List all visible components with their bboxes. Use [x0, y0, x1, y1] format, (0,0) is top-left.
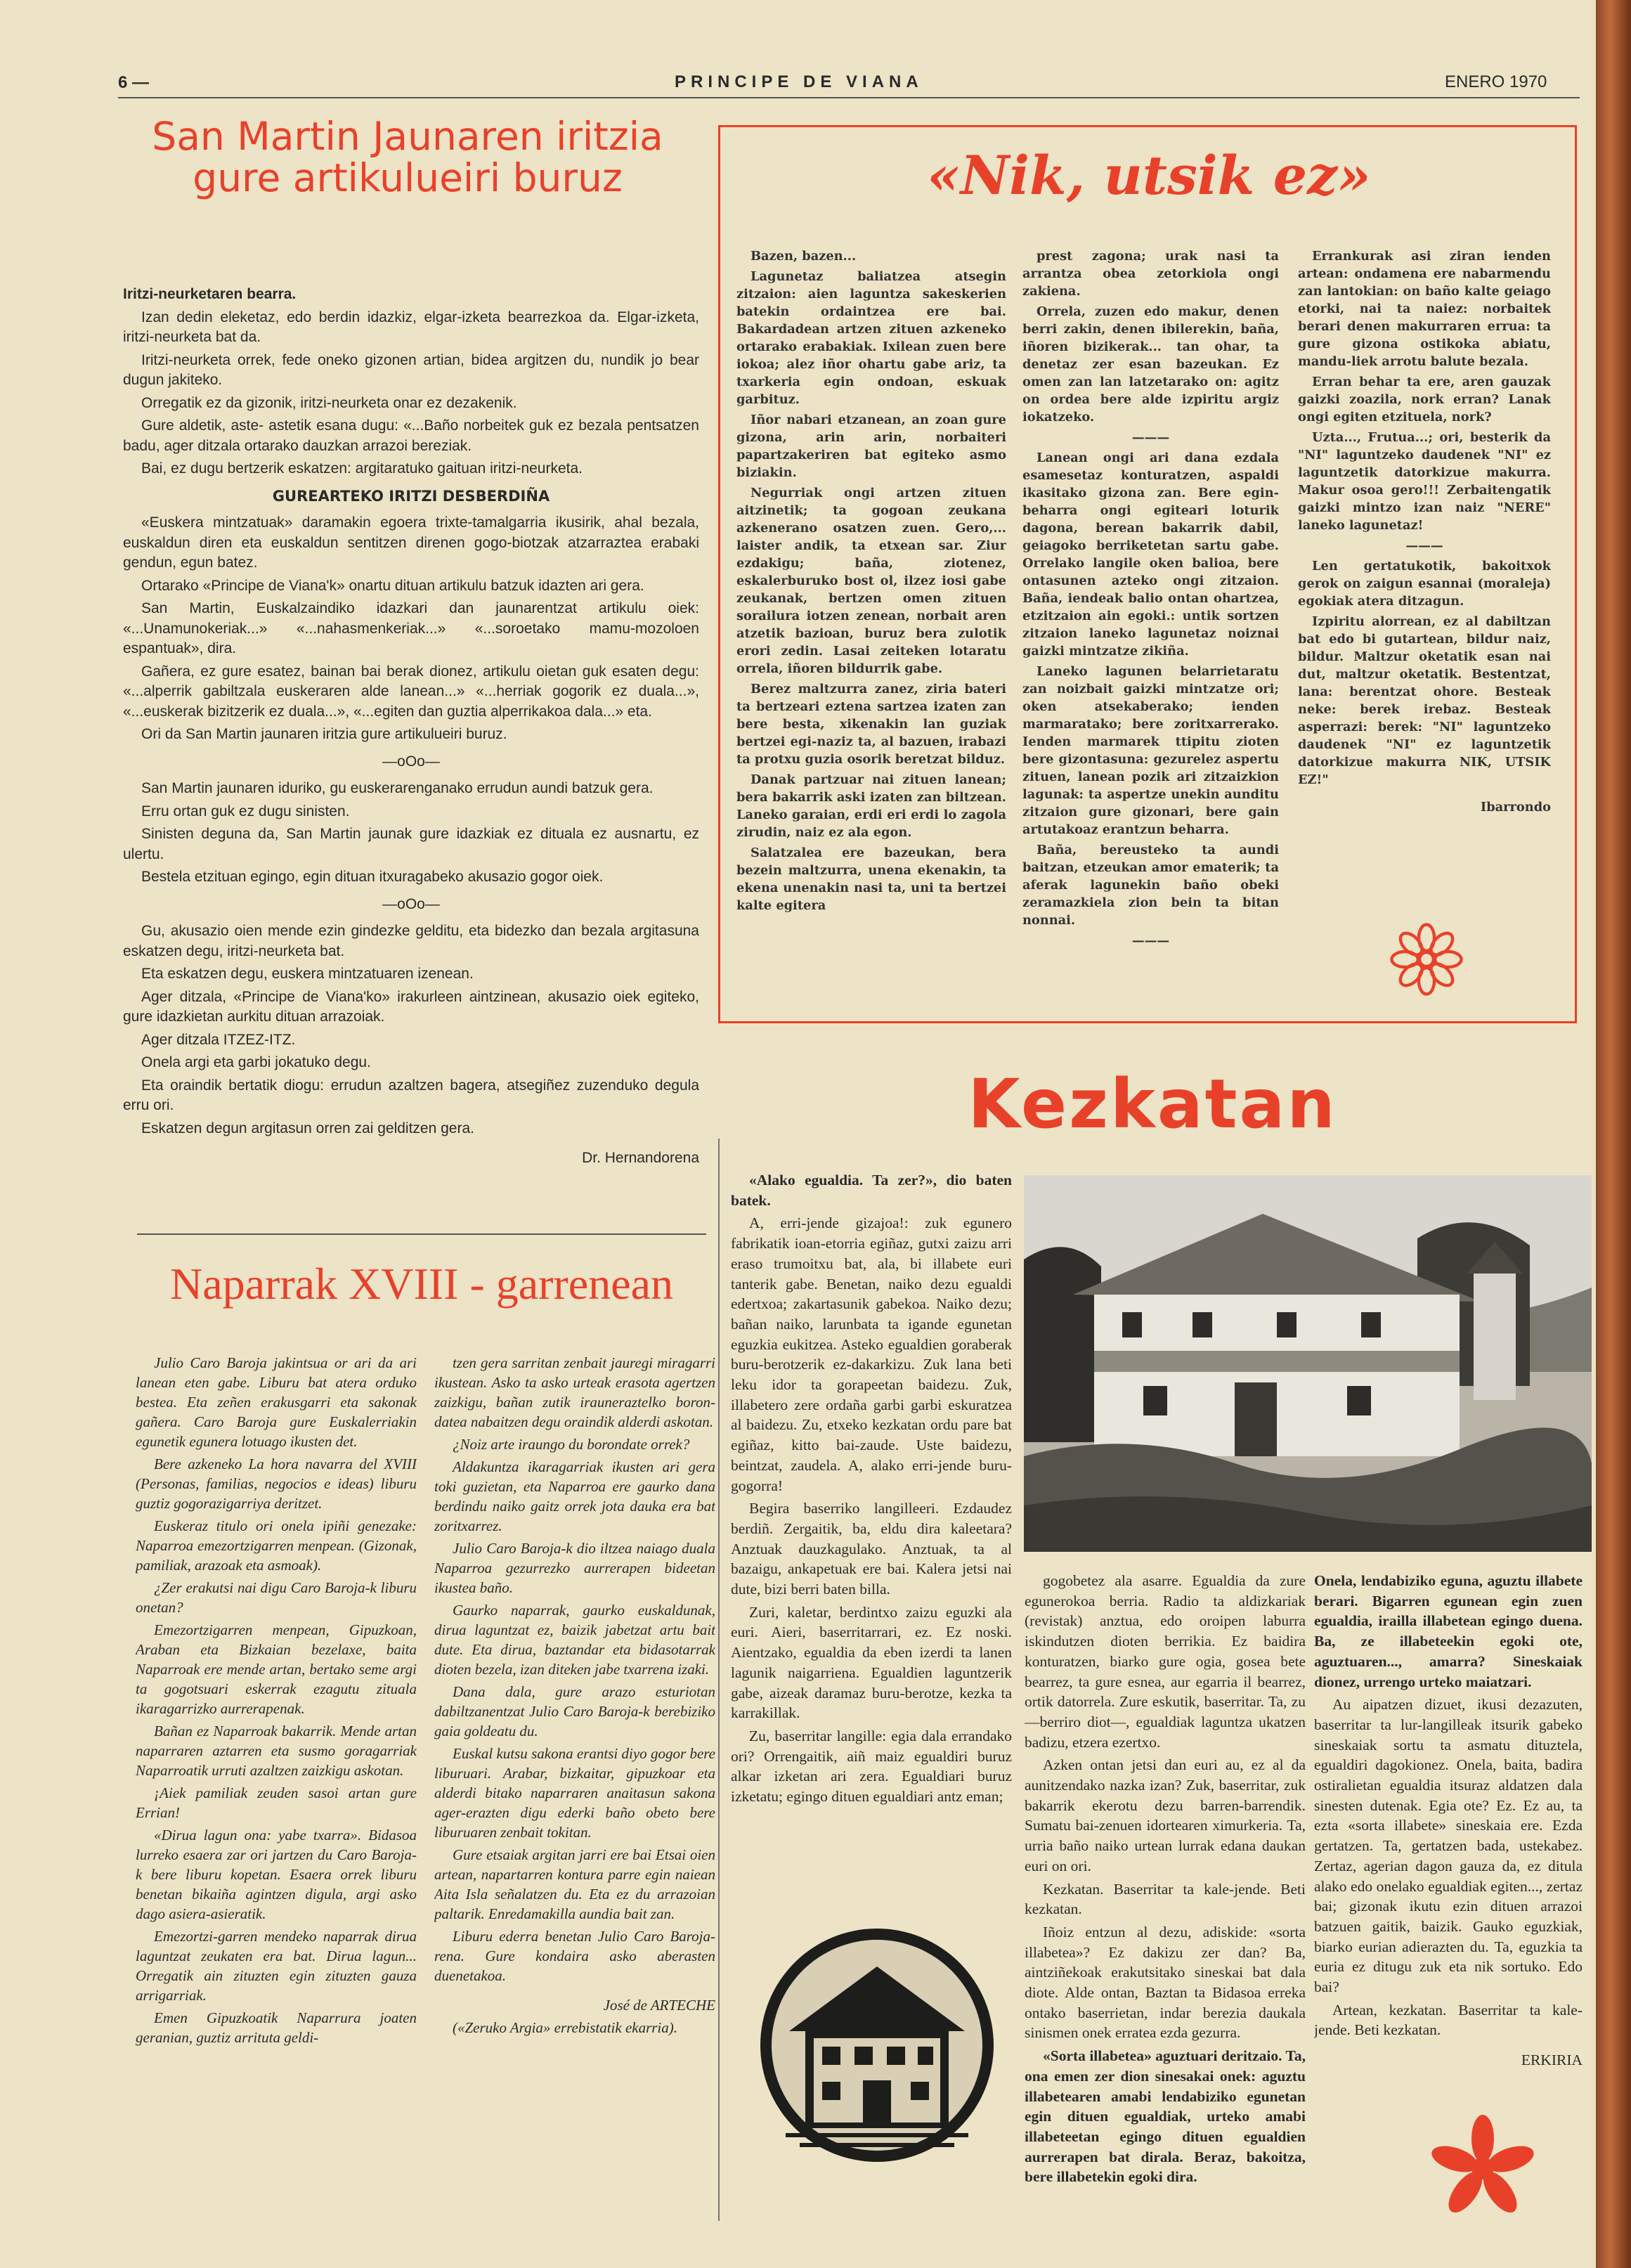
header-page-number: 6 — — [118, 73, 150, 92]
paragraph: Erru ortan guk ez dugu sinisten. — [141, 803, 350, 819]
paragraph: ¿Noiz arte iraungo du borondate orrek? — [453, 1436, 690, 1453]
paragraph: Emezortzi-garren mendeko naparrak dirua laguntzat zeukaten era bat. Dirua lagun... Orregatik ain zituzten egin zituzten gauza arrigarriak. — [136, 1928, 417, 2004]
paragraph: Uzta..., Frutua...; ori, besterik da "NI" laguntzeko daudenek "NI" ez laguntzetik datorkizue makurra. Makur osoa gero!!! Zerbaitengatik gaizki mintzo izan naiz "NERE" laneko lagunetaz! — [1298, 430, 1551, 533]
book-binding — [1596, 0, 1631, 2268]
article1-title: San Martin Jaunaren iritzia gure artikulueiri buruz — [152, 114, 663, 201]
paragraph: Begira baserriko langilleeri. Ezdaudez berdiñ. Zergaitik, ba, eldu dira kaleetara? Anztuak dauzkagulako. Anztuak, ta al bazaigu, ankapetuak ere bai. Kalera jetsi nai dute, bizi berri baten billa. — [731, 1500, 1012, 1598]
paragraph: Eskatzen degun argitasun orren zai gelditzen gera. — [141, 1120, 474, 1136]
paragraph: Onela, lendabiziko eguna, aguztu illabete berari. Bigarren egunean egin zuen egualdia, irailla illabetean egingo duena. Ba, ze illabeteekin egoki ote, aguztuaren..., amarra? Sineskaiak dionez, urrengo urteko maiatzari. — [1314, 1572, 1583, 1690]
paragraph: Ager ditzala, «Principe de Viana'ko» irakurleen aintzinean, akusazio oiek egiteko, gure idazkietan aurkitu dituan arrazoiak. — [123, 988, 699, 1025]
paragraph: Ori da San Martin jaunaren iritzia gure artikulueiri buruz. — [141, 726, 507, 742]
woodcut-house-illustration — [758, 1926, 996, 2165]
paragraph: Iñoiz entzun al dezu, adiskide: «sorta illabetea»? Ez dakizu zer dan? Ba, aintziñekoak erakutsitako sineskai bat dala diote. Alde ontan, Baztan ta Bidasoa erreka ontako baserrietan, indar berezia daukala sinismen onek erratea ezda gezurra. — [1025, 1923, 1306, 2042]
article3-signature: José de ARTECHE — [603, 1997, 715, 2014]
article4-column-3 — [1314, 1571, 1583, 2084]
paragraph: Danak partzuar nai zituen lanean; bera bakarrik aski izaten zan biltzean. Laneko garaian, erdi eri erdi lo zagola zirudin, naiz ez ala egon. — [736, 772, 1006, 840]
separator: ——— — [1405, 538, 1443, 553]
paragraph: Julio Caro Baroja jakintsua or ari da ari lanean eten gabe. Liburu bat atera orduko bestea. Eta zeñen erakusgarri eta sakonak gañera. Caro Baroja gure Euskalerriakin egunetik egunera lotuago ikusten det. — [136, 1354, 417, 1450]
paragraph: Berez maltzurra zanez, ziria bateri ta bertzeari eztena sartzea izaten zan bere besta, xikenakin lan guziak bertzei egi-naziz ta, al bazuen, irabazi ta protxu guzia osorik beretzat bilduz. — [736, 682, 1006, 767]
article2-column-1 — [736, 247, 1006, 1003]
separator: ——— — [1131, 430, 1170, 445]
paragraph: Bazen, bazen... — [750, 249, 857, 264]
paragraph: «Euskera mintzatuak» daramakin egoera trixte-tamalgarria ikusirik, ahal bezala, euskaldun diren eta euskaldun sentitzen direnen gogo-biotzak atzarraztea erabaki gendun, egun batez. — [123, 514, 699, 571]
article2-column-2 — [1022, 247, 1279, 1003]
article4-intro: «Alako egualdia. Ta zer?», dio baten batek. — [731, 1172, 1012, 1209]
paragraph: Julio Caro Baroja-k dio iltzea naiago duala Naparroa gezurrezko aurrerapen bideetan ikustea baño. — [434, 1540, 715, 1596]
separator: ——— — [1131, 933, 1170, 948]
article1-signature: Dr. Hernandorena — [582, 1150, 699, 1166]
paragraph: Negurriak ongi artzen zituen aitzinetik; ta gogoan zeukana azkenerano osatzen zuen. Gero,... laister andik, ta etxean sar. Ziur ezdakigu; baña, ziotenez, eskalerburuko bost ol, ilzez iosi gabe zeukanak, bertzen omen zituen sorailura iotzen zenean, norbait aren atzetik bazioan, buruz bera zulotik erori zedin. Lasai zeiteken lotaratu orrela, iñoren bildurrik gabe. — [736, 486, 1006, 676]
paragraph: Bere azkeneko La hora navarra del XVIII (Personas, familias, negocios e ideas) liburu guztiz gogorazigarriya deritzet. — [136, 1456, 417, 1512]
separator: —oOo— — [382, 895, 440, 912]
paragraph: gogobetez ala asarre. Egualdia da zure egunerokoa berria. Radio ta aldizkariak (revistak) anztua, edo oroipen laburra iskindutzen dioten berrikia. Ez baidira konturatzen, biarko gure ogia, gosea bete bearrez, ta gure esnea, aur egarria il bearrez, ortik datorrela. Zure eskutik, baserritar. Ta, zu —berriro diot—, egualdiak laguntza ukatzen badizu, etzera ezertxo. — [1025, 1572, 1306, 1751]
paragraph: Gaurko naparrak, gaurko euskaldunak, dirua laguntzat ez, baizik jabetzat artu bait dute. Eta dirua, baztandar eta bidasotarrak dioten bezela, izan diteken jabe txarrena izaki. — [434, 1602, 715, 1678]
paragraph: tzen gera sarritan zenbait jauregi miragarri ikustean. Asko ta asko urteak erasota agertzen zaizkigu, bañan zutik irauneraztelko boron-datea nabaitzen degu oraindik alderdi askotan. — [434, 1354, 715, 1430]
paragraph: Euskal kutsu sakona erantsi diyo gogor bere liburuari. Arabar, bizkaitar, gipuzkoar eta alderdi bitako naparraren anaitasun sakona ager-erazten digu ederki baño obeto bere liburuaren zenbait tokitan. — [434, 1745, 715, 1841]
article3-title: Naparrak XVIII - garrenean — [170, 1259, 673, 1309]
article3-column-1 — [136, 1353, 417, 2217]
paragraph: Iñor nabari etzanean, an zoan gure gizona, arin arin, norbaiteri papartzakeriren bat egiteko asmo biziakin. — [736, 413, 1006, 480]
paragraph: Liburu ederra benetan Julio Caro Baroja-rena. Gure kondaira asko aberasten duenetakoa. — [434, 1928, 715, 1984]
paragraph: ¿Zer erakutsi nai digu Caro Baroja-k liburu onetan? — [136, 1579, 417, 1616]
article4-column-1 — [731, 1170, 1012, 1908]
paragraph: A, erri-jende gizajoa!: zuk egunero fabrikatik ioan-etorria egiñaz, gutxi zaizu arri eraso trumoitxu bat, ala, bi illabete euri tanterik gabe. Benetan, naiko dezu egualdi edertxoa; zakartasunik gabekoa. Naiko dezu; bañan naiko, larunbata ta igande egunetan eguzkia eukitzea. Asteko egualdien goraberak buru-berotzerik ez-dakarkizu. Zuk lana beti leku idor ta gorapeetan baidezu. Zuk, illabetero zere ordaña garbi garbi eskuratzea al baidezu. Zu, etxeko kezkatan ordu pare bat egiñaz, kitto bai-zaude. Uste baidezu, beintzat, zaudela. A, alako erri-jende buru-gogorra! — [731, 1214, 1012, 1494]
paragraph: Artean, kezkatan. Baserritar ta kale-jende. Beti kezkatan. — [1314, 2001, 1583, 2039]
paragraph: Orregatik ez da gizonik, iritzi-neurketa onar ez dezakenik. — [141, 394, 517, 411]
flower-ornament-icon — [1388, 921, 1465, 998]
column-divider — [718, 1139, 720, 2221]
article3-column-2 — [434, 1353, 715, 2217]
section-rule — [137, 1233, 706, 1235]
paragraph: San Martin jaunaren iduriko, gu euskerarenganako errudun aundi batzuk gera. — [141, 780, 654, 796]
header-date: ENERO 1970 — [1445, 72, 1547, 91]
article2-column-3 — [1298, 247, 1551, 929]
paragraph: Bañan ez Naparroak bakarrik. Mende artan naparraren aztarren eta susmo goragarriak Naparroatik urruti azaltzen zaizkigu askotan. — [136, 1723, 417, 1779]
paragraph: Izpiritu alorrean, ez al dabiltzan bat edo bi gutartean, bildur naiz, bildur. Maltzur oketatik esan nai dut, maltzur oketatik. Bestentzat, lana: berentzat ohore. Besteak neke: berek irebaz. Besteak asperrazi: berek: "NI" laguntzeko daudenek "NI" ez laguntzetik datorkizue makurra NIK, UTSIK EZ!" — [1298, 614, 1551, 787]
paragraph: Bai, ez dugu bertzerik eskatzen: argitaratuko gaituan iritzi-neurketa. — [141, 460, 583, 477]
paragraph: Gu, akusazio oien mende ezin gindezke gelditu, eta bidezko dan bezala argitasuna eskatzen degu, iritzi-neurketa bat. — [123, 923, 699, 959]
paragraph: prest zagona; urak nasi ta arrantza obea zetorkiola ongi zakiena. — [1022, 249, 1279, 299]
paragraph: Errankurak asi ziran ienden artean: ondamena ere nabarmendu zan lantokian: on baño kalte geiago etorki, nai ta naiez: norbaitek berari denen makurraren errua: ta gure gizona ostikoka abiatu, mandu-liek arrotu balute bezala. — [1298, 249, 1551, 369]
article1-column — [123, 285, 699, 1219]
paragraph: ¡Aiek pamiliak zeuden sasoi artan gure Errian! — [136, 1784, 417, 1821]
paragraph: «Sorta illabetea» aguztuari deritzaio. Ta, ona emen zer dion sinesakai onek: aguztu illabetearen amabi lendabiziko egunetan egin dituen egualdiak, urteko amabi illabeteetan egingo dituen egualdien aurrerapen bat dirala. Beraz, bakoitza, bere illabetekin egoki dira. — [1025, 2047, 1306, 2186]
paragraph: Sinisten deguna da, San Martin jaunak gure idazkiak ez dituala ez ausnartu, ez ulertu. — [123, 826, 699, 862]
paragraph: «Dirua lagun ona: yabe txarra». Bidasoa lurreko esaera zar ori jartzen du Caro Baroja-k bere liburu kopetan. Esaera orrek liburu benetan bikaiña agintzen digula, argi asko dago asiera-asieratik. — [136, 1827, 417, 1922]
article4-signature: ERKIRIA — [1521, 2052, 1583, 2069]
paragraph: Salatzalea ere bazeukan, bera bezein maltzurra, unena ekenakin, ta ekena unenakin nasi ta, uni ta bertzei kalte egitera — [736, 845, 1006, 913]
paragraph: San Martin, Euskalzaindiko idazkari dan jaunarentzat artikulu oiek: «...Unamunokeriak...» «...nahasmenkeriak...» «...soroetako mamu-mozoloen espantuak», dira. — [123, 600, 699, 656]
paragraph: Bestela etzituan egingo, egin dituan itxuragabeko akusazio gogor oiek. — [141, 869, 604, 885]
article4-title: Kezkatan — [968, 1065, 1337, 1143]
paragraph: Erran behar ta ere, aren gauzak gaizki zoazila, nork erran? Lanak ongi egiten etzituela, nork? — [1298, 375, 1551, 425]
paragraph: Emezortzigarren menpean, Gipuzkoan, Araban eta Bizkaian bezelaxe, baita Naparroak ere mende artan, bertako seme argi ta gogotsuari eskerrak ezagutu zituala ikaragarrizko aurrerapenak. — [136, 1621, 417, 1717]
paragraph: Aldakuntza ikaragarriak ikusten ari gera toki guzietan, eta Naparroa ere gaurko dana berdindu naiko gaitz orrek jota dauka era bat zoritxarrez. — [434, 1458, 715, 1534]
paragraph: Eta oraindik bertatik diogu: errudun azaltzen bagera, atsegiñez zuzenduko degula erru ori. — [123, 1077, 699, 1113]
article3-credit: («Zeruko Argia» errebistatik ekarria). — [453, 2019, 678, 2036]
paragraph: Len gertatukotik, bakoitxok gerok on zaigun esannai (moraleja) egokiak atera ditzagun. — [1298, 559, 1551, 609]
paragraph: Onela argi eta garbi jokatuko degu. — [141, 1054, 371, 1070]
paragraph: Orrela, zuzen edo makur, denen berri zakin, denen ibilerekin, baña, iñoren bizikerak... tan ohar, ta denetaz zer esan bazeukan. Ez omen zan lan latzetarako on: agitz on ordea bere alde izpiritu argiz iokatzeko. — [1022, 304, 1279, 425]
paragraph: Kezkatan. Baserritar ta kale-jende. Beti kezkatan. — [1025, 1880, 1306, 1918]
article2-title: «Nik, utsik ez» — [927, 144, 1371, 207]
farmhouse-photo — [1024, 1175, 1592, 1552]
article1-section-title: GUREARTEKO IRITZI DESBERDIÑA — [272, 487, 550, 505]
paragraph: Lagunetaz baliatzea atsegin zitzaion: aien laguntza sakeskerien batekin ordaintzea ere bai. Bakardadean artzen zituen azkeneko ortarako erabakiak. Ixilean zuen bere iokoa; alez iñor ohartu gabe ariz, ta txarkeria egin ondoan, eskuak garbituz. — [736, 269, 1006, 407]
paragraph: Laneko lagunen belarrietaratu zan noizbait gaizki mintzatze ori; oken atsekaberako; ienden marmaratako; bere zoritxarrerako. Ienden marmarek ttipitu zioten bere gizontasuna: gezurelez aspertu zituen, lanean pozik ari zitzaizkion lagunak: ta aspertze unekin aunditu zitzaion gure gizonari, bere gain artutakoaz erantzun beharra. — [1022, 664, 1279, 837]
paragraph: Dana dala, gure arazo esturiotan dabiltzanentzat Julio Caro Baroja-k berebiziko gaia goldeatu du. — [434, 1683, 715, 1739]
article2-signature: Ibarrondo — [1480, 800, 1551, 815]
paragraph: Au aipatzen dizuet, ikusi dezazuten, baserritar ta lur-langilleak itsurik gabeko sineskaiak sortu ta asmatu dituztela, egualdiri dagokionez. Onela, baita, badira ostiralietan egualdia itsuraz aldatzen dala sinesten dutenak. Egia ote? Ez. Ez au, ta ezta «sorta illabete» sineskaia ere. Ezda gertatzen. Ta, gertatzen bada, ustekabez. Zertaz, agerian dagon gauza da, ez ditula alako edo onelako egualdiak egiten..., zertaz bai; gizonak ikutu ezin dituen arrazoi batzuen gaitik, baizik. Gauko eguzkiak, biarko eurian adierazten du. Ta, eguzkia ta euria ez ditugu zuk eta nik sortuko. Edo bai? — [1314, 1696, 1583, 1996]
paragraph: Zu, baserritar langille: egia dala errandako ori? Orrengaitik, aiñ maiz egualdiri buruz alkar izketan ari zera. Egualdiari buruz izketatu; egingo dituen egualdiari antz eman; — [731, 1727, 1012, 1806]
paragraph: Emen Gipuzkoatik Naparrura joaten geranian, guztiz arrituta geldi- — [136, 2009, 417, 2046]
paragraph: Eta eskatzen degu, euskera mintzatuaren izenean. — [141, 966, 474, 982]
paragraph: Gure aldetik, aste- astetik esana dugu: «...Baño norbeitek guk ez bezala pentsatzen badu, ager ditzala ortarako dauzkan arrazoi bereziak. — [123, 417, 699, 454]
asterisk-ornament-icon — [1427, 2112, 1539, 2224]
paragraph: Zuri, kaletar, berdintxo zaizu eguzki ala euri. Aieri, baserritarrari, ez. Ez noski. Aientzako, egualdia da eben izerdi ta lanen lagunik naigarriena. Egualdien laguntzerik gabe, aizeak daramaz buru-berotze, kezka ta karrakillak. — [731, 1603, 1012, 1722]
paragraph: Gure etsaiak argitan jarri ere bai Etsai oien artean, napartarren kontura parre egin naiean Aita Isla señalatzen du. Eta ez du arrazoian paltarik. Enredamakilla aundia bait zan. — [434, 1846, 715, 1922]
separator: —oOo— — [382, 753, 440, 770]
paragraph: Ortarako «Principe de Viana'k» onartu dituan artikulu batzuk idazten ari gera. — [141, 577, 644, 594]
header-rule — [118, 97, 1580, 98]
paragraph: Azken ontan jetsi dan euri au, ez al da aunitzendako nazka izan? Zuk, baserritar, zuk bakarrik ekerotu dezu barren-barrendik. Sumatu bai-zenuen idortearen ximurkeria. Ta, urria baño naiko urtean lurrak edana daukan euri on ori. — [1025, 1756, 1306, 1874]
header-journal: PRINCIPE DE VIANA — [675, 72, 923, 91]
paragraph: Baña, bereusteko ta aundi baitzan, etzeukan amor ematerik; ta aferak lagunekin baño obeki zeramazkiela zion bein ta bitan nonnai. — [1022, 843, 1279, 928]
paragraph: Gañera, ez gure esatez, bainan bai berak dionez, artikulu oietan guk esaten degu: «...alperrik gabiltzala euskeraren alde lanean...» «...herriak gogorik ez duala...», «...euskerak bizitzerik ez duala...», «...egiten dan guztia alperrikakoa dala...» eta. — [123, 663, 699, 720]
paragraph: Iritzi-neurketa orrek, fede oneko gizonen artian, bidea argitzen du, nundik jo bear dugun jakiteko. — [123, 351, 699, 388]
paragraph: Izan dedin eleketaz, edo berdin idazkiz, elgar-izketa bearrezkoa da. Elgar-izketa, iritzi-neurketa bat da. — [123, 309, 699, 345]
paragraph: Euskeraz titulo ori onela ipiñi genezake: Naparroa emezortzigarren menpean. (Gizonak, pamiliak, arazoak eta asmoak). — [136, 1517, 417, 1574]
paragraph: Lanean ongi ari dana ezdala esamesetaz konturatzen, aspaldi ikasitako gizona zan. Bere egin-beharra ongi egiteari loturik dagona, berean bakarrik dabil, geiagoko berriketetan sartu gabe. Orrelako langile oken balioa, bere ontasunen azteko ongi zitzaion. Baña, iendeak balio ontan ohartzea, etzitzaion ain egoki.: untik sortzen zitzaion laneko lagunetaz noiznai gaizki mintzatze zikiña. — [1022, 451, 1279, 659]
paragraph: Ager ditzala ITZEZ-ITZ. — [141, 1031, 296, 1048]
article4-column-2 — [1025, 1571, 1306, 2217]
article1-subhead: Iritzi-neurketaren bearra. — [123, 286, 297, 302]
